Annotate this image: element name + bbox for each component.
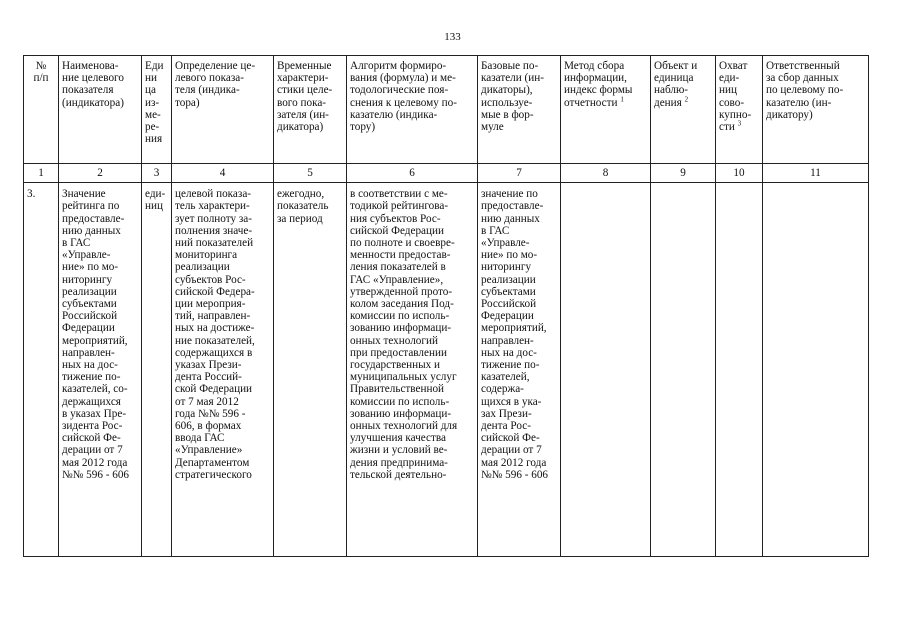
column-number: 5 <box>274 164 347 183</box>
column-number: 1 <box>24 164 59 183</box>
table-row <box>24 183 869 557</box>
header-cell: Еди ни ца из- ме- ре- ния <box>142 56 172 164</box>
footnote-mark: 2 <box>684 94 689 103</box>
header-cell: Охват еди- ниц сово- купно- сти $^3$ <box>716 56 763 164</box>
header-cell: Определение це- левого показа- теля (индика- тора) <box>172 56 274 164</box>
column-number: 7 <box>478 164 561 183</box>
header-cell: Временные характери- стики целе- вого пока- зателя (ин- дикатора) <box>274 56 347 164</box>
unit-of-measure: еди- ниц <box>142 183 172 557</box>
header-cell: № п/п <box>24 56 59 164</box>
collection-method <box>561 183 651 557</box>
header-cell: Базовые по- казатели (ин- дикаторы), используе- мые в фор- муле <box>478 56 561 164</box>
header-cell: Ответственный за сбор данных по целевому по- казателю (ин- дикатору) <box>763 56 869 164</box>
column-number: 6 <box>347 164 478 183</box>
column-number: 9 <box>651 164 716 183</box>
base-indicators: значение по предоставле- нию данных в ГАС «Управле- ние» по мо- ниторингу реализации субъектами Российской Федерации мероприятий, направлен- ных на дос- тижение по- казателей, содержа- щихся в ука- зах Прези- дента Рос- сийской Фе- дерации от 7 мая 2012 года №№ 596 - 606 <box>478 183 561 557</box>
observation-object <box>651 183 716 557</box>
header-cell: Метод сбора информации, индекс формы отчетности $^1$ <box>561 56 651 164</box>
row-number: 3. <box>24 183 59 557</box>
column-number: 3 <box>142 164 172 183</box>
responsible-party <box>763 183 869 557</box>
header-cell: Наименова- ние целевого показателя (индикатора) <box>59 56 142 164</box>
column-number: 10 <box>716 164 763 183</box>
population-coverage <box>716 183 763 557</box>
indicator-table <box>23 55 869 557</box>
column-number: 2 <box>59 164 142 183</box>
indicator-definition: целевой показа- тель характери- зует полноту за- полнения значе- ний показателей мониторинга реализации субъектов Рос- сийской Федера- ции мероприя- тий, направлен- ных на достиже- ние показателей, содержащихся в указах Прези- дента Россий- ской Федерации от 7 мая 2012 года №№ 596 - 606, в формах ввода ГАС «Управление» Департаментом стратегического <box>172 183 274 557</box>
formation-algorithm: в соответствии с ме- тодикой рейтингова- ния субъектов Рос- сийской Федерации по полноте и своевре- менности предостав- ления показателей в ГАС «Управление», утвержденной прото- колом заседания Под- комиссии по исполь- зованию информаци- онных технологий при предоставлении государственных и муниципальных услуг Правительственной комиссии по исполь- зованию информаци- онных технологий для улучшения качества жизни и условий ве- дения предпринима- тельской деятельно- <box>347 183 478 557</box>
header-cell: Объект и единица наблю- дения $^2$ <box>651 56 716 164</box>
column-number: 11 <box>763 164 869 183</box>
footnote-mark: 1 <box>620 94 624 103</box>
header-row <box>24 56 869 164</box>
column-number-row <box>24 164 869 183</box>
column-number: 4 <box>172 164 274 183</box>
footnote-mark: 3 <box>737 119 742 128</box>
indicator-name: Значение рейтинга по предоставле- нию данных в ГАС «Управле- ние» по мо- ниторингу реализации субъектами Российской Федерации мероприятий, направлен- ных на дос- тижение по- казателей, со- держащихся в указах Пре- зидента Рос- сийской Фе- дерации от 7 мая 2012 года №№ 596 - 606 <box>59 183 142 557</box>
time-characteristics: ежегодно, показатель за период <box>274 183 347 557</box>
column-number: 8 <box>561 164 651 183</box>
header-cell: Алгоритм формиро- вания (формула) и ме- тодологические поя- снения к целевому по- казателю (индика- тору) <box>347 56 478 164</box>
page-number: 133 <box>444 31 461 43</box>
